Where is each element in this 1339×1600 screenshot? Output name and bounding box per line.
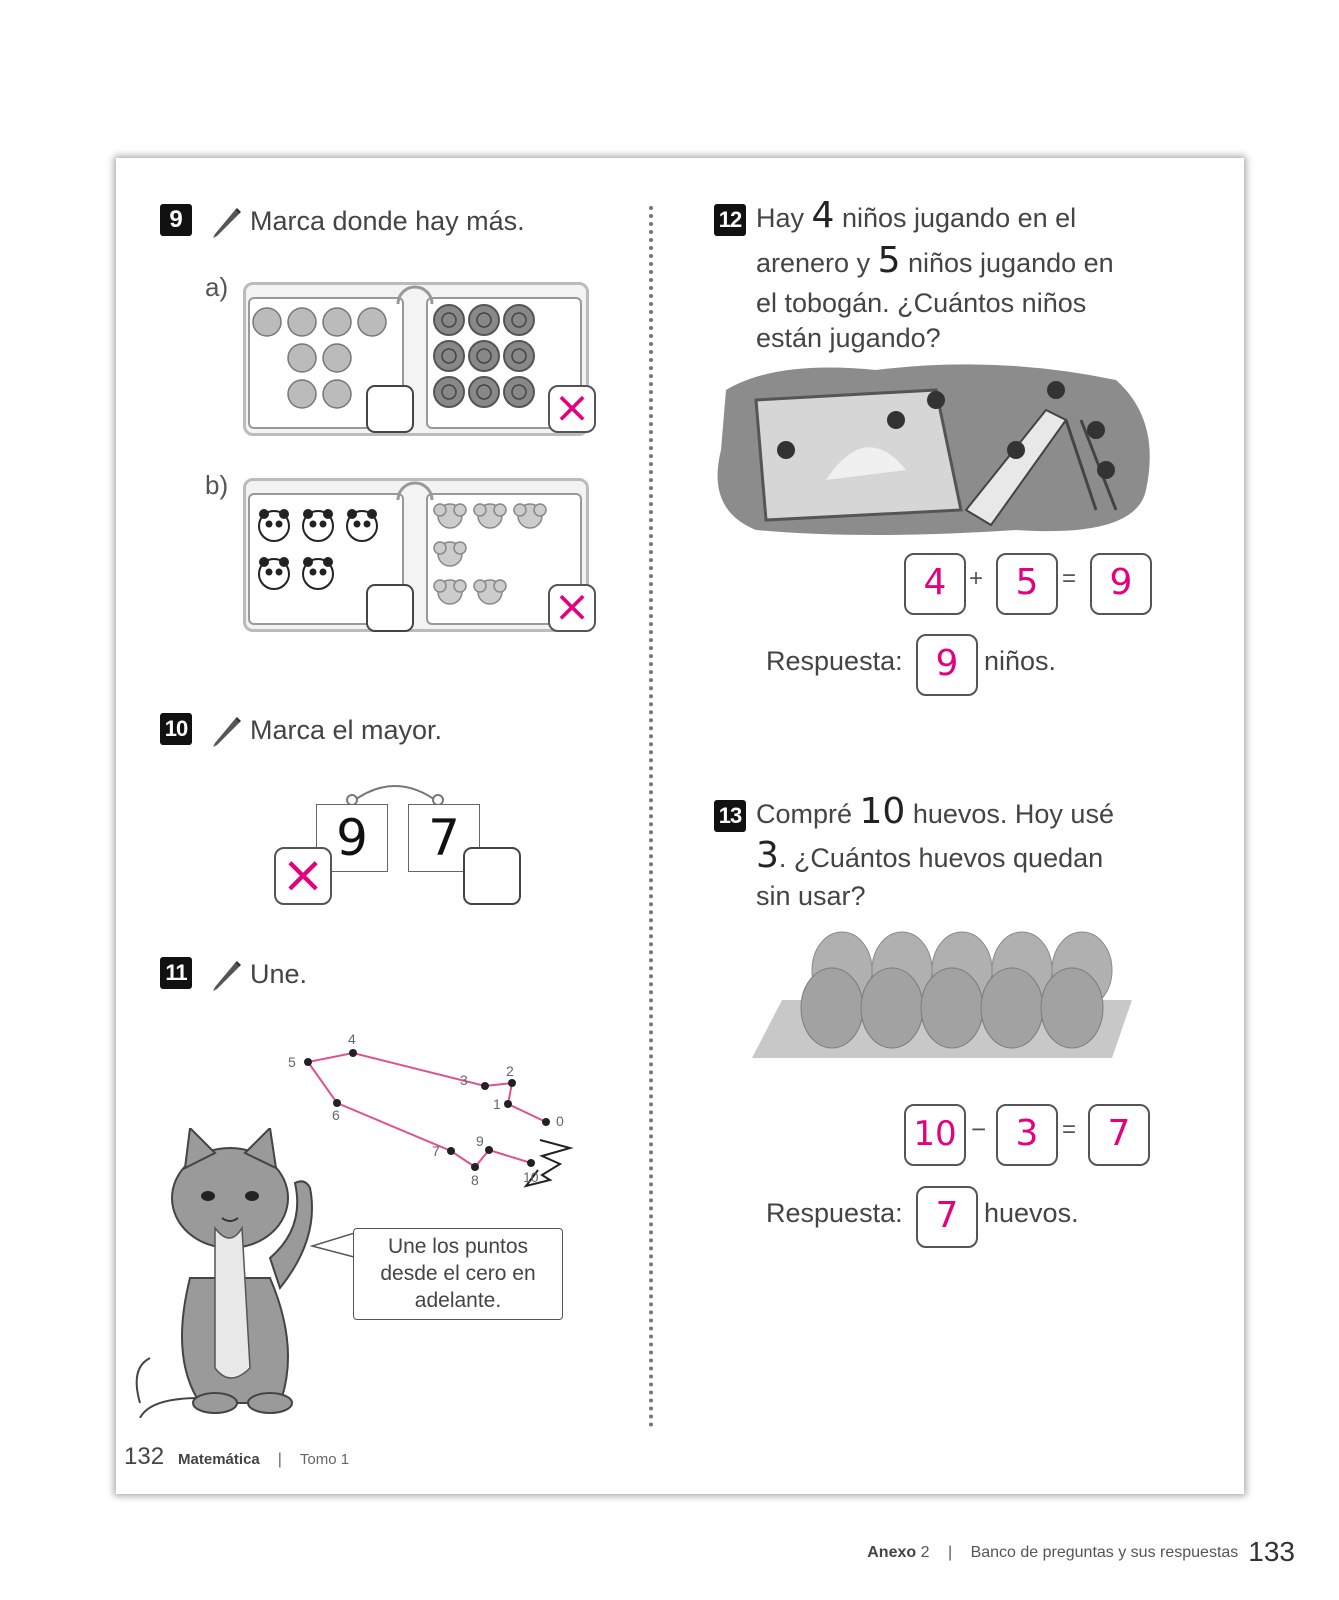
dot-label: 9 bbox=[476, 1133, 484, 1149]
q9b-right-checkbox[interactable]: × bbox=[548, 584, 596, 632]
q12-text: niños jugando en bbox=[900, 248, 1114, 278]
footer-subject: Matemática bbox=[178, 1451, 260, 1468]
q13-equation-box-a[interactable]: 10 bbox=[904, 1104, 966, 1166]
q12-line-2 bbox=[756, 240, 1114, 281]
page-number-right: 133 bbox=[1248, 1536, 1295, 1567]
q9a-candy-group bbox=[432, 302, 552, 412]
q13-answer-box[interactable]: 7 bbox=[916, 1186, 978, 1248]
dot-label: 10 bbox=[523, 1169, 539, 1185]
pencil-icon bbox=[207, 713, 243, 749]
dot-label: 8 bbox=[471, 1172, 479, 1188]
footer-volume: Tomo 1 bbox=[299, 1451, 350, 1468]
q13-text: Compré bbox=[756, 799, 860, 829]
q13-number-b: 3 bbox=[756, 835, 779, 876]
speech-line-1: Une los puntos bbox=[387, 1235, 529, 1258]
dot-label: 0 bbox=[556, 1113, 564, 1129]
q12-text: niños jugando en el bbox=[834, 203, 1077, 233]
q9b-left-checkbox[interactable] bbox=[366, 584, 414, 632]
q11-prompt: Une. bbox=[250, 959, 308, 989]
q12-line-3: el tobogán. ¿Cuántos niños bbox=[756, 288, 1087, 318]
dot-label: 4 bbox=[348, 1031, 356, 1047]
footer-left bbox=[124, 1443, 349, 1471]
q12-text: Hay bbox=[756, 203, 812, 233]
page-number-left: 132 bbox=[124, 1443, 165, 1470]
q12-number-b: 5 bbox=[877, 240, 901, 281]
q10-number-right-card: 7 bbox=[408, 804, 480, 872]
pencil-icon bbox=[207, 957, 243, 993]
q13-line-1 bbox=[756, 791, 1114, 832]
playground-illustration bbox=[716, 360, 1156, 540]
q12-equation-box-a[interactable]: 4 bbox=[904, 553, 966, 615]
q13-equation-result-box[interactable]: 7 bbox=[1088, 1104, 1150, 1166]
dot-label: 3 bbox=[460, 1072, 468, 1088]
footer-annex: Anexo bbox=[867, 1544, 917, 1561]
pencil-icon bbox=[207, 204, 243, 240]
footer-title: Banco de preguntas y sus respuestas bbox=[970, 1544, 1239, 1561]
column-divider bbox=[649, 206, 653, 1428]
q9-part-b-label: b) bbox=[205, 470, 229, 500]
q13-answer-unit: huevos. bbox=[984, 1198, 1079, 1228]
q13-number-a: 10 bbox=[859, 791, 906, 832]
question-number-12: 12 bbox=[714, 204, 746, 236]
q12-line-4: están jugando? bbox=[756, 323, 941, 353]
dot-label: 7 bbox=[432, 1143, 440, 1159]
q12-equation-result-box[interactable]: 9 bbox=[1090, 553, 1152, 615]
dot-label: 5 bbox=[288, 1054, 296, 1070]
q13-answer-label: Respuesta: bbox=[766, 1198, 903, 1228]
q12-plus-sign: + bbox=[969, 565, 984, 592]
q13-equation-box-b[interactable]: 3 bbox=[996, 1104, 1058, 1166]
cat-mascot-illustration bbox=[130, 1128, 330, 1418]
speech-bubble-tail bbox=[310, 1226, 358, 1266]
q9a-left-checkbox[interactable] bbox=[366, 385, 414, 433]
q12-answer-unit: niños. bbox=[984, 646, 1057, 676]
footer-annex-number: 2 bbox=[920, 1544, 930, 1561]
q13-equals-sign: = bbox=[1062, 1116, 1077, 1143]
speech-bubble bbox=[353, 1228, 563, 1320]
speech-line-2: desde el cero en bbox=[380, 1262, 536, 1285]
q10-connector bbox=[340, 774, 450, 804]
q9b-koala-group bbox=[432, 500, 552, 610]
q13-line-3: sin usar? bbox=[756, 881, 866, 911]
q10-number-left-card: 9 bbox=[316, 804, 388, 872]
question-number-11: 11 bbox=[160, 957, 192, 989]
q12-line-1 bbox=[756, 195, 1077, 236]
dot-label: 1 bbox=[493, 1096, 501, 1112]
footer-separator: | bbox=[947, 1544, 953, 1561]
dot-label: 2 bbox=[506, 1063, 514, 1079]
question-number-13: 13 bbox=[714, 800, 746, 832]
q13-text: . ¿Cuántos huevos quedan bbox=[778, 843, 1104, 873]
q10-right-checkbox[interactable] bbox=[463, 847, 521, 905]
q12-answer-box[interactable]: 9 bbox=[916, 634, 978, 696]
q9b-ring bbox=[392, 462, 438, 502]
q13-line-2 bbox=[756, 835, 1104, 876]
q12-text: arenero y bbox=[756, 248, 878, 278]
q12-equals-sign: = bbox=[1062, 565, 1077, 592]
q12-answer-label: Respuesta: bbox=[766, 646, 903, 676]
question-number-10: 10 bbox=[160, 713, 192, 745]
footer-right bbox=[867, 1536, 1295, 1568]
speech-line-3: adelante. bbox=[414, 1289, 502, 1312]
q12-number-a: 4 bbox=[811, 195, 835, 236]
dot-label: 6 bbox=[332, 1107, 340, 1123]
q13-minus-sign: − bbox=[971, 1114, 987, 1144]
q9-prompt: Marca donde hay más. bbox=[250, 206, 525, 236]
q13-text: huevos. Hoy usé bbox=[905, 799, 1114, 829]
q10-left-checkbox[interactable]: × bbox=[274, 847, 332, 905]
q9-part-a-label: a) bbox=[205, 272, 229, 302]
q9a-right-checkbox[interactable]: × bbox=[548, 385, 596, 433]
q12-equation-box-b[interactable]: 5 bbox=[996, 553, 1058, 615]
footer-separator: | bbox=[277, 1451, 282, 1468]
q10-prompt: Marca el mayor. bbox=[250, 715, 443, 745]
egg-carton-illustration bbox=[752, 930, 1136, 1062]
question-number-9: 9 bbox=[160, 204, 192, 236]
